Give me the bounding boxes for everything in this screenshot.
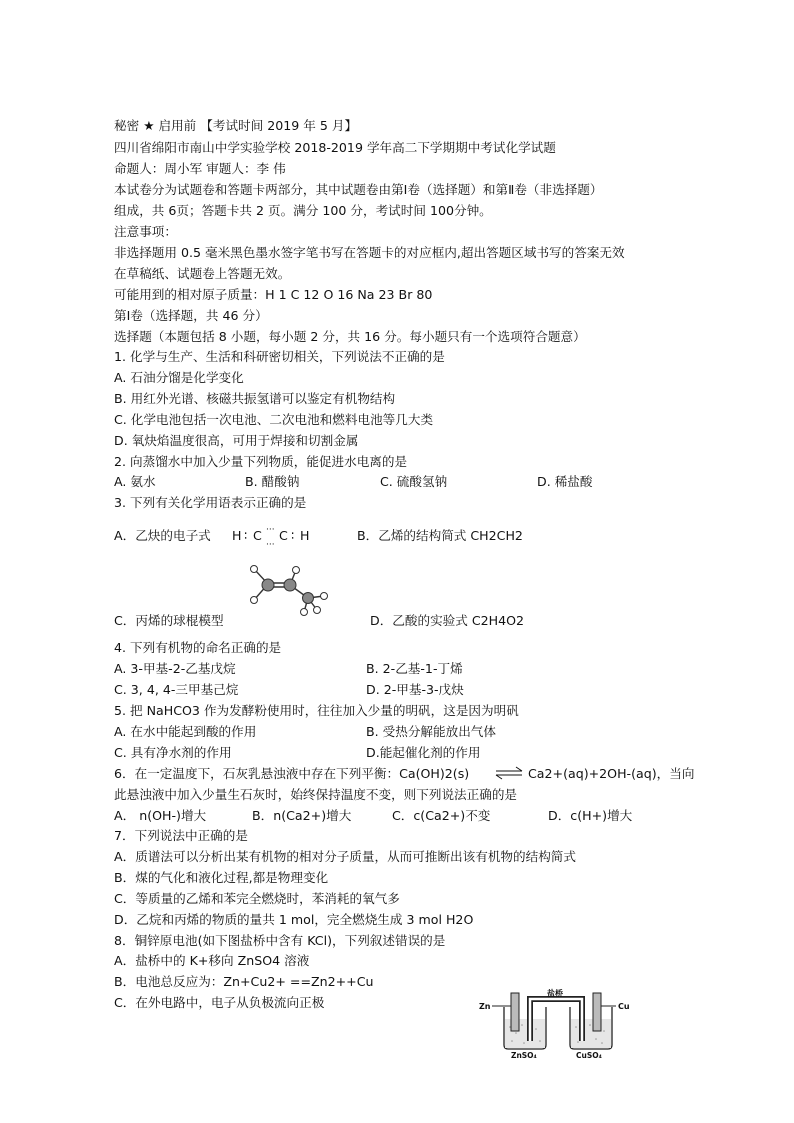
q5-option-d: D.能起催化剂的作用 bbox=[366, 745, 481, 760]
fig-label-zn: Zn bbox=[479, 1002, 491, 1011]
q3-option-c: C．丙烯的球棍模型 bbox=[114, 613, 224, 628]
q2-option-d: D. 稀盐酸 bbox=[537, 474, 593, 489]
section-instructions: 选择题（本题包括 8 小题，每小题 2 分，共 16 分。每小题只有一个选项符合题意） bbox=[114, 329, 586, 344]
q4-stem: 4. 下列有机物的命名正确的是 bbox=[114, 640, 282, 655]
q7-option-d: D．乙烷和丙烯的物质的量共 1 mol，完全燃烧生成 3 mol H2O bbox=[114, 912, 474, 927]
q3-option-a-label: A．乙炔的电子式 bbox=[114, 528, 211, 543]
q7-option-a: A．质谱法可以分析出某有机物的相对分子质量，从而可推断出该有机物的结构简式 bbox=[114, 849, 576, 864]
formula-c-right: C bbox=[279, 528, 288, 543]
q8-option-c: C．在外电路中，电子从负极流向正极 bbox=[114, 995, 325, 1010]
q4-option-b: B. 2-乙基-1-丁烯 bbox=[366, 661, 463, 676]
q6-stem-part1: 6．在一定温度下，石灰乳悬浊液中存在下列平衡：Ca(OH)2(s) bbox=[114, 766, 470, 781]
q8-option-b: B．电池总反应为：Zn+Cu2+ ==Zn2++Cu bbox=[114, 974, 374, 989]
q7-option-b: B．煤的气化和液化过程,都是物理变化 bbox=[114, 870, 329, 885]
q8-stem: 8．铜锌原电池(如下图盐桥中含有 KCl)，下列叙述错误的是 bbox=[114, 933, 446, 948]
q5-option-b: B. 受热分解能放出气体 bbox=[366, 724, 496, 739]
exam-title: 四川省绵阳市南山中学实验学校 2018-2019 学年高二下学期期中考试化学试题 bbox=[114, 140, 556, 155]
intro-line-1: 本试卷分为试题卷和答题卡两部分，其中试题卷由第Ⅰ卷（选择题）和第Ⅱ卷（非选择题） bbox=[114, 182, 603, 197]
q5-option-c: C. 具有净水剂的作用 bbox=[114, 745, 232, 760]
fig-label-cuso4: CuSO₄ bbox=[576, 1051, 602, 1060]
q2-option-b: B. 醋酸钠 bbox=[245, 474, 300, 489]
q6-stem-line2: 此悬浊液中加入少量生石灰时，始终保持温度不变，则下列说法正确的是 bbox=[114, 787, 517, 802]
secret-label: 秘密 ★ 启用前 【考试时间 2019 年 5 月】 bbox=[114, 118, 358, 133]
note-line-2: 在草稿纸、试题卷上答题无效。 bbox=[114, 266, 291, 281]
q8-option-a: A．盐桥中的 K+移向 ZnSO4 溶液 bbox=[114, 953, 310, 968]
q1-option-d: D. 氧炔焰温度很高，可用于焊接和切割金属 bbox=[114, 433, 359, 448]
q3-option-b: B．乙烯的结构简式 CH2CH2 bbox=[357, 528, 523, 543]
note-line-1: 非选择题用 0.5 毫米黑色墨水签字笔书写在答题卡的对应框内,超出答题区域书写的答案无效 bbox=[114, 245, 625, 260]
q3-option-d: D．乙酸的实验式 C2H4O2 bbox=[370, 613, 525, 628]
q6-option-d: D．c(H+)增大 bbox=[548, 808, 633, 823]
fig-label-cu: Cu bbox=[618, 1002, 630, 1011]
q6-option-a: A． n(OH-)增大 bbox=[114, 808, 207, 823]
q1-option-c: C. 化学电池包括一次电池、二次电池和燃料电池等几大类 bbox=[114, 412, 434, 427]
q4-option-d: D. 2-甲基-3-戊炔 bbox=[366, 682, 464, 697]
q5-option-a: A. 在水中能起到酸的作用 bbox=[114, 724, 257, 739]
q2-option-a: A. 氨水 bbox=[114, 474, 156, 489]
formula-c-left: C bbox=[253, 528, 262, 543]
notes-title: 注意事项： bbox=[114, 224, 177, 239]
q6-option-c: C．c(Ca2+)不变 bbox=[392, 808, 491, 823]
q1-option-b: B. 用红外光谱、核磁共振氢谱可以鉴定有机物结构 bbox=[114, 391, 396, 406]
formula-h-right: H bbox=[300, 528, 310, 543]
q5-stem: 5. 把 NaHCO3 作为发酵粉使用时，往往加入少量的明矾，这是因为明矾 bbox=[114, 703, 519, 718]
intro-line-2: 组成，共 6页；答题卡共 2 页。满分 100 分，考试时间 100分钟。 bbox=[114, 203, 492, 218]
q2-stem: 2. 向蒸馏水中加入少量下列物质，能促进水电离的是 bbox=[114, 454, 408, 469]
q6-option-b: B．n(Ca2+)增大 bbox=[252, 808, 352, 823]
formula-h-left: H bbox=[232, 528, 242, 543]
q1-stem: 1. 化学与生产、生活和科研密切相关，下列说法不正确的是 bbox=[114, 349, 445, 364]
q6-stem-part2: Ca2+(aq)+2OH-(aq)，当向 bbox=[528, 766, 695, 781]
acetylene-electron-formula: H ∶ C ··· ··· C ∶ H bbox=[232, 525, 310, 550]
equilibrium-arrow-icon bbox=[494, 766, 524, 780]
q2-option-c: C. 硫酸氢钠 bbox=[380, 474, 448, 489]
part1-heading: 第Ⅰ卷（选择题，共 46 分） bbox=[114, 308, 268, 323]
atomic-mass-line: 可能用到的相对原子质量：H 1 C 12 O 16 Na 23 Br 80 bbox=[114, 287, 433, 302]
q1-option-a: A. 石油分馏是化学变化 bbox=[114, 370, 244, 385]
q7-stem: 7．下列说法中正确的是 bbox=[114, 828, 248, 843]
fig-label-salt-bridge: 盐桥 bbox=[547, 989, 563, 998]
propene-ball-stick-model bbox=[244, 562, 334, 618]
q4-option-c: C. 3, 4, 4-三甲基己烷 bbox=[114, 682, 239, 697]
q7-option-c: C．等质量的乙烯和苯完全燃烧时，苯消耗的氧气多 bbox=[114, 891, 400, 906]
exam-authors: 命题人：周小军 审题人：李 伟 bbox=[114, 161, 286, 176]
galvanic-cell-diagram bbox=[476, 985, 636, 1060]
fig-label-znso4: ZnSO₄ bbox=[511, 1051, 537, 1060]
q3-stem: 3. 下列有关化学用语表示正确的是 bbox=[114, 495, 307, 510]
q4-option-a: A. 3-甲基-2-乙基戊烷 bbox=[114, 661, 236, 676]
